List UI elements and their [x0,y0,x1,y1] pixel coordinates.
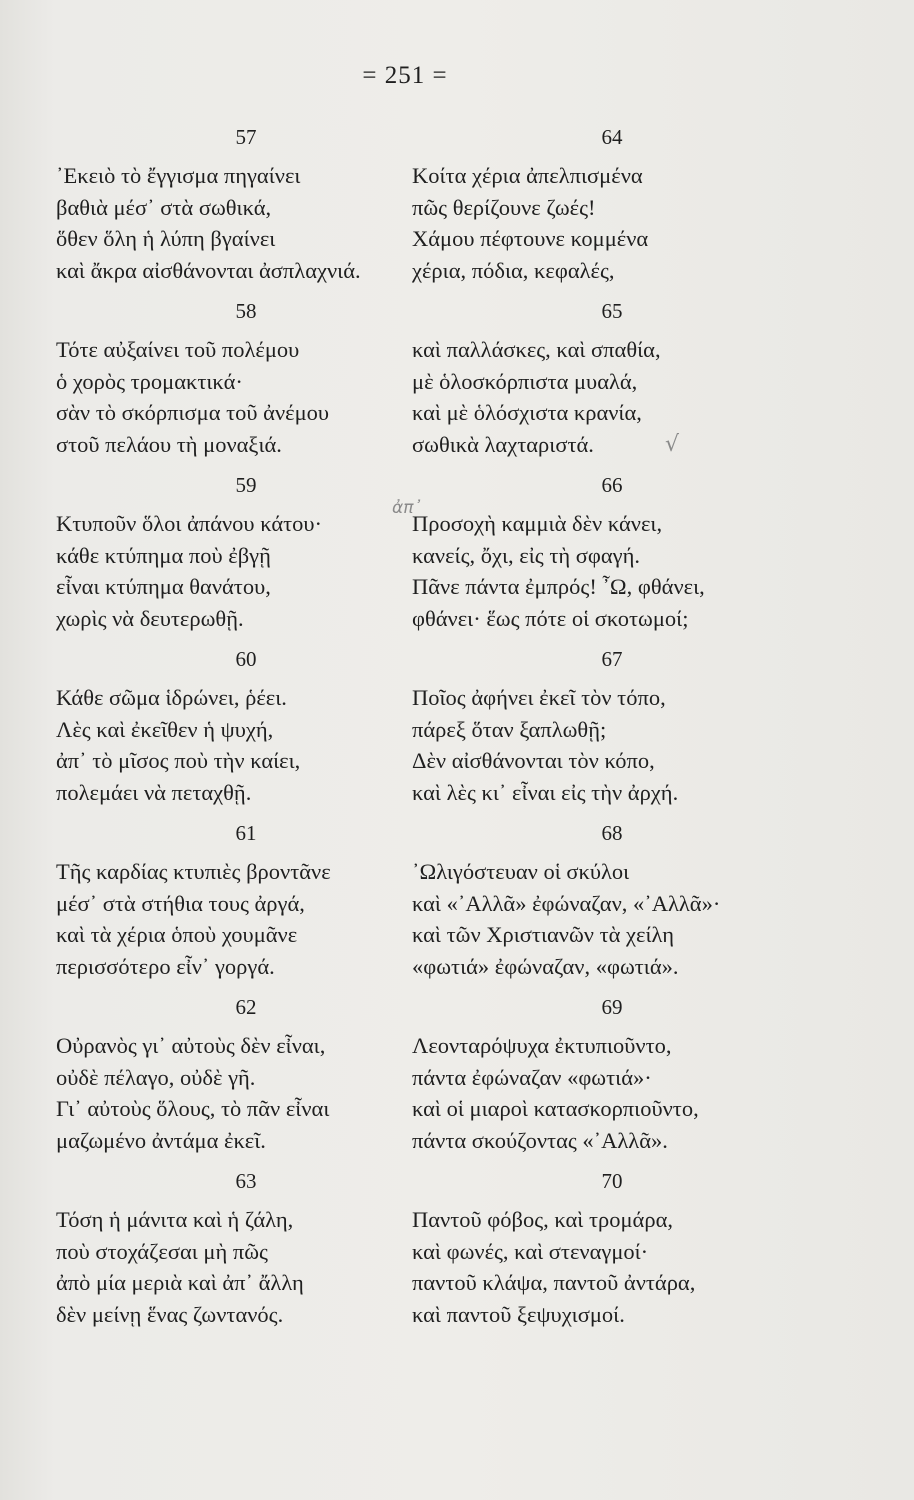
verse-line: ἀπ᾿ τὸ μῖσος ποὺ τὴν καίει, [56,748,301,773]
stanza [56,990,436,1156]
verse-line: καὶ ἄκρα αἰσθάνονται ἀσπλαχνιά. [56,257,361,283]
stanza [412,120,812,286]
verse-line: μέσ᾿ στὰ στήθια τους ἀργά, [56,890,305,916]
handwritten-mark: ἀπ᾿ [392,498,422,518]
verse-line: Κτυποῦν ὅλοι ἀπάνου κάτου· [56,511,323,536]
verse-line: «φωτιά» ἐφώναζαν, «φωτιά». [412,953,679,979]
stanza-number: 65 [601,299,623,323]
verse-line: Προσοχὴ καμμιὰ δὲν κάνει, [412,511,663,536]
stanza [412,990,812,1156]
verse-line: κανείς, ὄχι, εἰς τὴ σφαγή. [412,542,641,568]
verse-line: ποὺ στοχάζεσαι μὴ πῶς [56,1238,268,1264]
verse-line: πάντα σκούζοντας «᾿Αλλᾶ». [412,1127,668,1153]
verse-line: πῶς θερίζουνε ζωές! [412,194,596,220]
verse-line: περισσότερο εἶν᾿ γοργά. [56,953,275,979]
stanza [412,816,812,982]
stanza [412,468,812,634]
stanza-number: 66 [601,473,623,497]
stanza-number: 60 [235,647,257,671]
verse-line: Παντοῦ φόβος, καὶ τρομάρα, [412,1207,673,1232]
page-number: = 251 = [362,62,448,89]
verse-line: καὶ λὲς κι᾿ εἶναι εἰς τὴν ἀρχή. [412,779,679,805]
verse-line: ὅθεν ὅλη ἡ λύπη βγαίνει [56,226,276,251]
verse-line: παντοῦ κλάψα, παντοῦ ἀντάρα, [412,1270,696,1295]
verse-line: Λεονταρόψυχα ἐκτυπιοῦντο, [412,1033,672,1058]
verse-line: σὰν τὸ σκόρπισμα τοῦ ἀνέμου [56,400,330,425]
verse-line: πάρεξ ὅταν ξαπλωθῇ; [412,716,607,742]
verse-line: Ποῖος ἀφήνει ἐκεῖ τὸν τόπο, [412,685,666,710]
stanza [56,1164,436,1330]
stanza [56,120,436,286]
verse-line: ἀπὸ μία μεριὰ καὶ ἀπ᾿ ἄλλη [56,1270,304,1295]
verse-line: Λὲς καὶ ἐκεῖθεν ἡ ψυχή, [56,716,274,742]
verse-line: καὶ παλλάσκες, καὶ σπαθία, [412,337,661,362]
verse-line: εἶναι κτύπημα θανάτου, [56,574,271,599]
verse-line: δὲν μείνῃ ἕνας ζωντανός. [56,1301,284,1327]
verse-line: σωθικὰ λαχταριστά. [412,431,594,457]
verse-line: πολεμάει νὰ πεταχθῇ. [56,779,252,805]
stanza-number: 58 [235,299,257,323]
verse-line: βαθιὰ μέσ᾿ στὰ σωθικά, [56,194,272,220]
stanza [412,642,812,808]
verse-line: Χάμου πέφτουνε κομμένα [412,226,649,251]
verse-line: Τῆς καρδίας κτυπιὲς βροντᾶνε [56,859,331,884]
stanza-number: 61 [235,821,257,845]
verse-line: μαζωμένο ἀντάμα ἐκεῖ. [56,1127,266,1153]
right-column [412,120,812,1338]
stanza-number: 68 [601,821,623,845]
verse-line: Κάθε σῶμα ἱδρώνει, ῥέει. [56,685,287,710]
verse-line: Πᾶνε πάντα ἐμπρός! ῏Ω, φθάνει, [412,574,705,599]
verse-line: Δὲν αἰσθάνονται τὸν κόπο, [412,748,655,773]
verse-line: καὶ τὰ χέρια ὁποὺ χουμᾶνε [56,922,298,947]
verse-line: Γι᾿ αὐτοὺς ὅλους, τὸ πᾶν εἶναι [56,1096,330,1121]
stanza-number: 57 [235,125,257,149]
verse-line: καὶ παντοῦ ξεψυχισμοί. [412,1301,625,1327]
stanza-number: 62 [235,995,257,1019]
verse-line: οὐδὲ πέλαγο, οὐδὲ γῆ. [56,1064,256,1090]
verse-line: Κοίτα χέρια ἀπελπισμένα [412,163,643,188]
verse-line: φθάνει· ἕως πότε οἱ σκοτωμοί; [412,605,689,631]
stanza-number: 63 [235,1169,257,1193]
stanza-number: 70 [601,1169,623,1193]
stanza-number: 67 [601,647,623,671]
verse-line: ὁ χορὸς τρομακτικά· [56,368,243,394]
stanza-number: 59 [235,473,257,497]
verse-line: μὲ ὁλοσκόρπιστα μυαλά, [412,368,638,394]
stanza [56,816,436,982]
stanza-number: 64 [601,125,623,149]
verse-line: ᾿Εκειὸ τὸ ἔγγισμα πηγαίνει [56,163,301,188]
verse-line: καὶ μὲ ὁλόσχιστα κρανία, [412,400,642,425]
verse-line: χωρὶς νὰ δευτερωθῇ. [56,605,244,631]
stanza [56,642,436,808]
stanza [412,294,812,460]
handwritten-mark: √ [665,432,680,457]
verse-line: καὶ οἱ μιαροὶ κατασκορπιοῦντο, [412,1096,699,1121]
verse-line: καὶ φωνές, καὶ στεναγμοί· [412,1238,649,1264]
verse-line: καὶ «᾿Αλλᾶ» ἐφώναζαν, «᾿Αλλᾶ»· [412,890,721,916]
verse-line: Τότε αὐξαίνει τοῦ πολέμου [56,337,300,362]
verse-line: πάντα ἐφώναζαν «φωτιά»· [412,1064,652,1090]
verse-line: καὶ τῶν Χριστιανῶν τὰ χείλη [412,922,675,947]
stanza [56,468,436,634]
stanza-number: 69 [601,995,623,1019]
verse-line: χέρια, πόδια, κεφαλές, [412,257,615,283]
verse-line: ᾿Ωλιγόστευαν οἱ σκύλοι [412,859,630,884]
verse-line: Οὐρανὸς γι᾿ αὐτοὺς δὲν εἶναι, [56,1033,326,1058]
left-column [56,120,436,1338]
stanza [412,1164,812,1330]
verse-line: στοῦ πελάου τὴ μοναξιά. [56,431,282,457]
verse-line: κάθε κτύπημα ποὺ ἐβγῇ [56,542,271,568]
stanza [56,294,436,460]
verse-line: Τόση ἡ μάνιτα καὶ ἡ ζάλη, [56,1207,294,1232]
